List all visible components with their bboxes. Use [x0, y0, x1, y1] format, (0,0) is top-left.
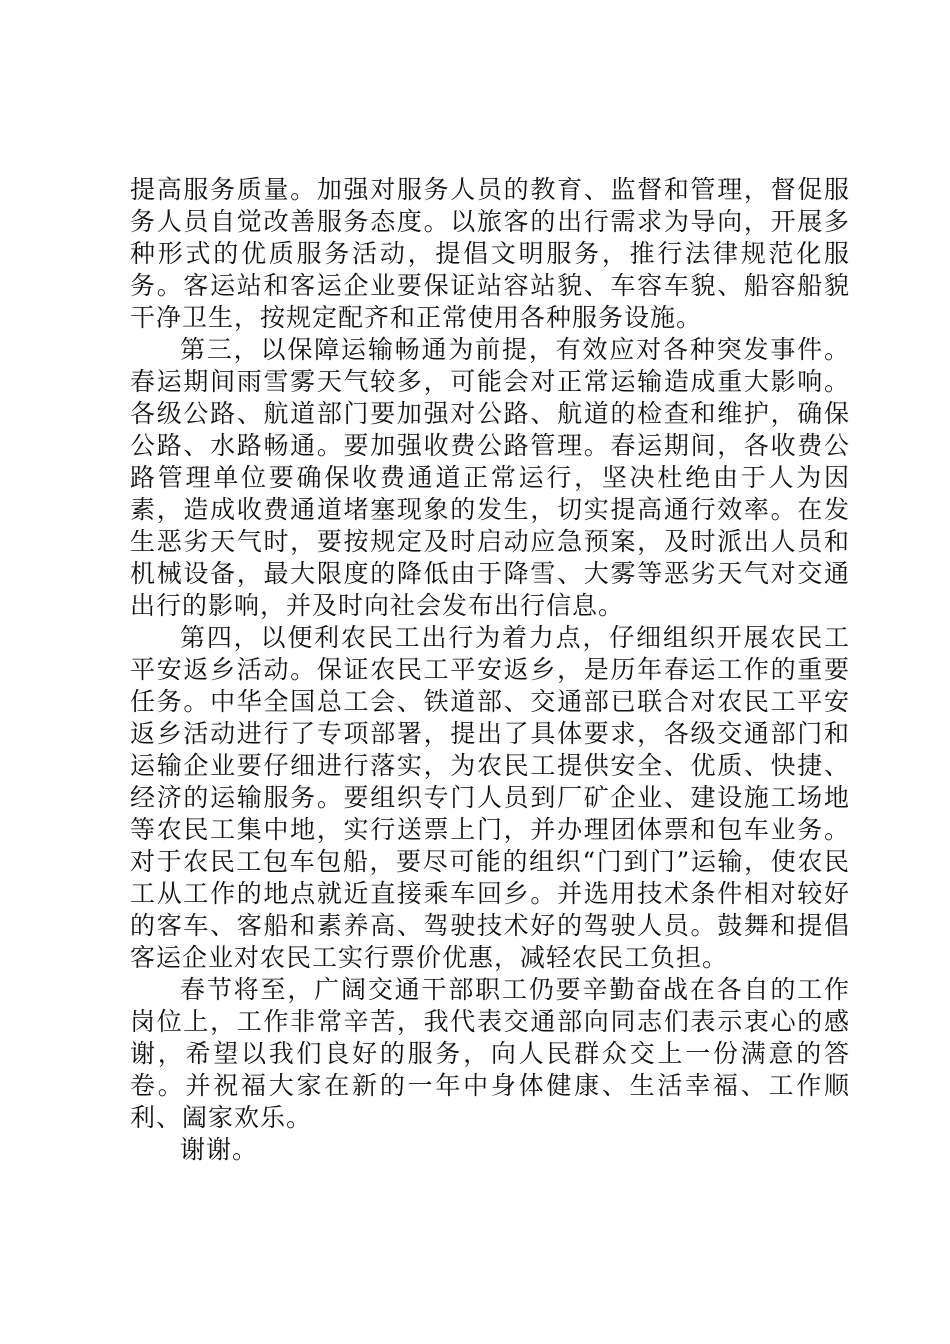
paragraph-third-point: 第三，以保障运输畅通为前提，有效应对各种突发事件。春运期间雨雪雾天气较多，可能会对正常运输造成重大影响。各级公路、航道部门要加强对公路、航道的检查和维护，确保公路、水路畅通。要加强收费公路管理。春运期间，各收费公路管理单位要确保收费通道正常运行，坚决杜绝由于人为因素，造成收费通道堵塞现象的发生，切实提高通行效率。在发生恶劣天气时，要按规定及时启动应急预案，及时派出人员和机械设备，最大限度的降低由于降雪、大雾等恶劣天气对交通出行的影响，并及时向社会发布出行信息。: [130, 335, 850, 620]
paragraph-spring-festival: 春节将至，广阔交通干部职工仍要辛勤奋战在各自的工作岗位上，工作非常辛苦，我代表交通部向同志们表示衷心的感谢，希望以我们良好的服务，向人民群众交上一份满意的答卷。并祝福大家在新的一年中身体健康、生活幸福、工作顺利、阖家欢乐。: [130, 975, 850, 1132]
paragraph-thanks: 谢谢。: [180, 1135, 259, 1164]
paragraph-service-quality: 提高服务质量。加强对服务人员的教育、监督和管理，督促服务人员自觉改善服务态度。以旅客的出行需求为导向，开展多种形式的优质服务活动，提倡文明服务，推行法律规范化服务。客运站和客运企业要保证站容站貌、车容车貌、船容船貌干净卫生，按规定配齐和正常使用各种服务设施。: [130, 175, 850, 332]
document-body: [130, 174, 850, 1166]
paragraph-fourth-point: 第四，以便利农民工出行为着力点，仔细组织开展农民工平安返乡活动。保证农民工平安返乡，是历年春运工作的重要任务。中华全国总工会、铁道部、交通部已联合对农民工平安返乡活动进行了专项部署，提出了具体要求，各级交通部门和运输企业要仔细进行落实，为农民工提供安全、优质、快捷、经济的运输服务。要组织专门人员到厂矿企业、建设施工场地等农民工集中地，实行送票上门，并办理团体票和包车业务。对于农民工包车包船，要尽可能的组织“门到门”运输，使农民工从工作的地点就近直接乘车回乡。并选用技术条件相对较好的客车、客船和素养高、驾驶技术好的驾驶人员。鼓舞和提倡客运企业对农民工实行票价优惠，减轻农民工负担。: [130, 623, 850, 972]
